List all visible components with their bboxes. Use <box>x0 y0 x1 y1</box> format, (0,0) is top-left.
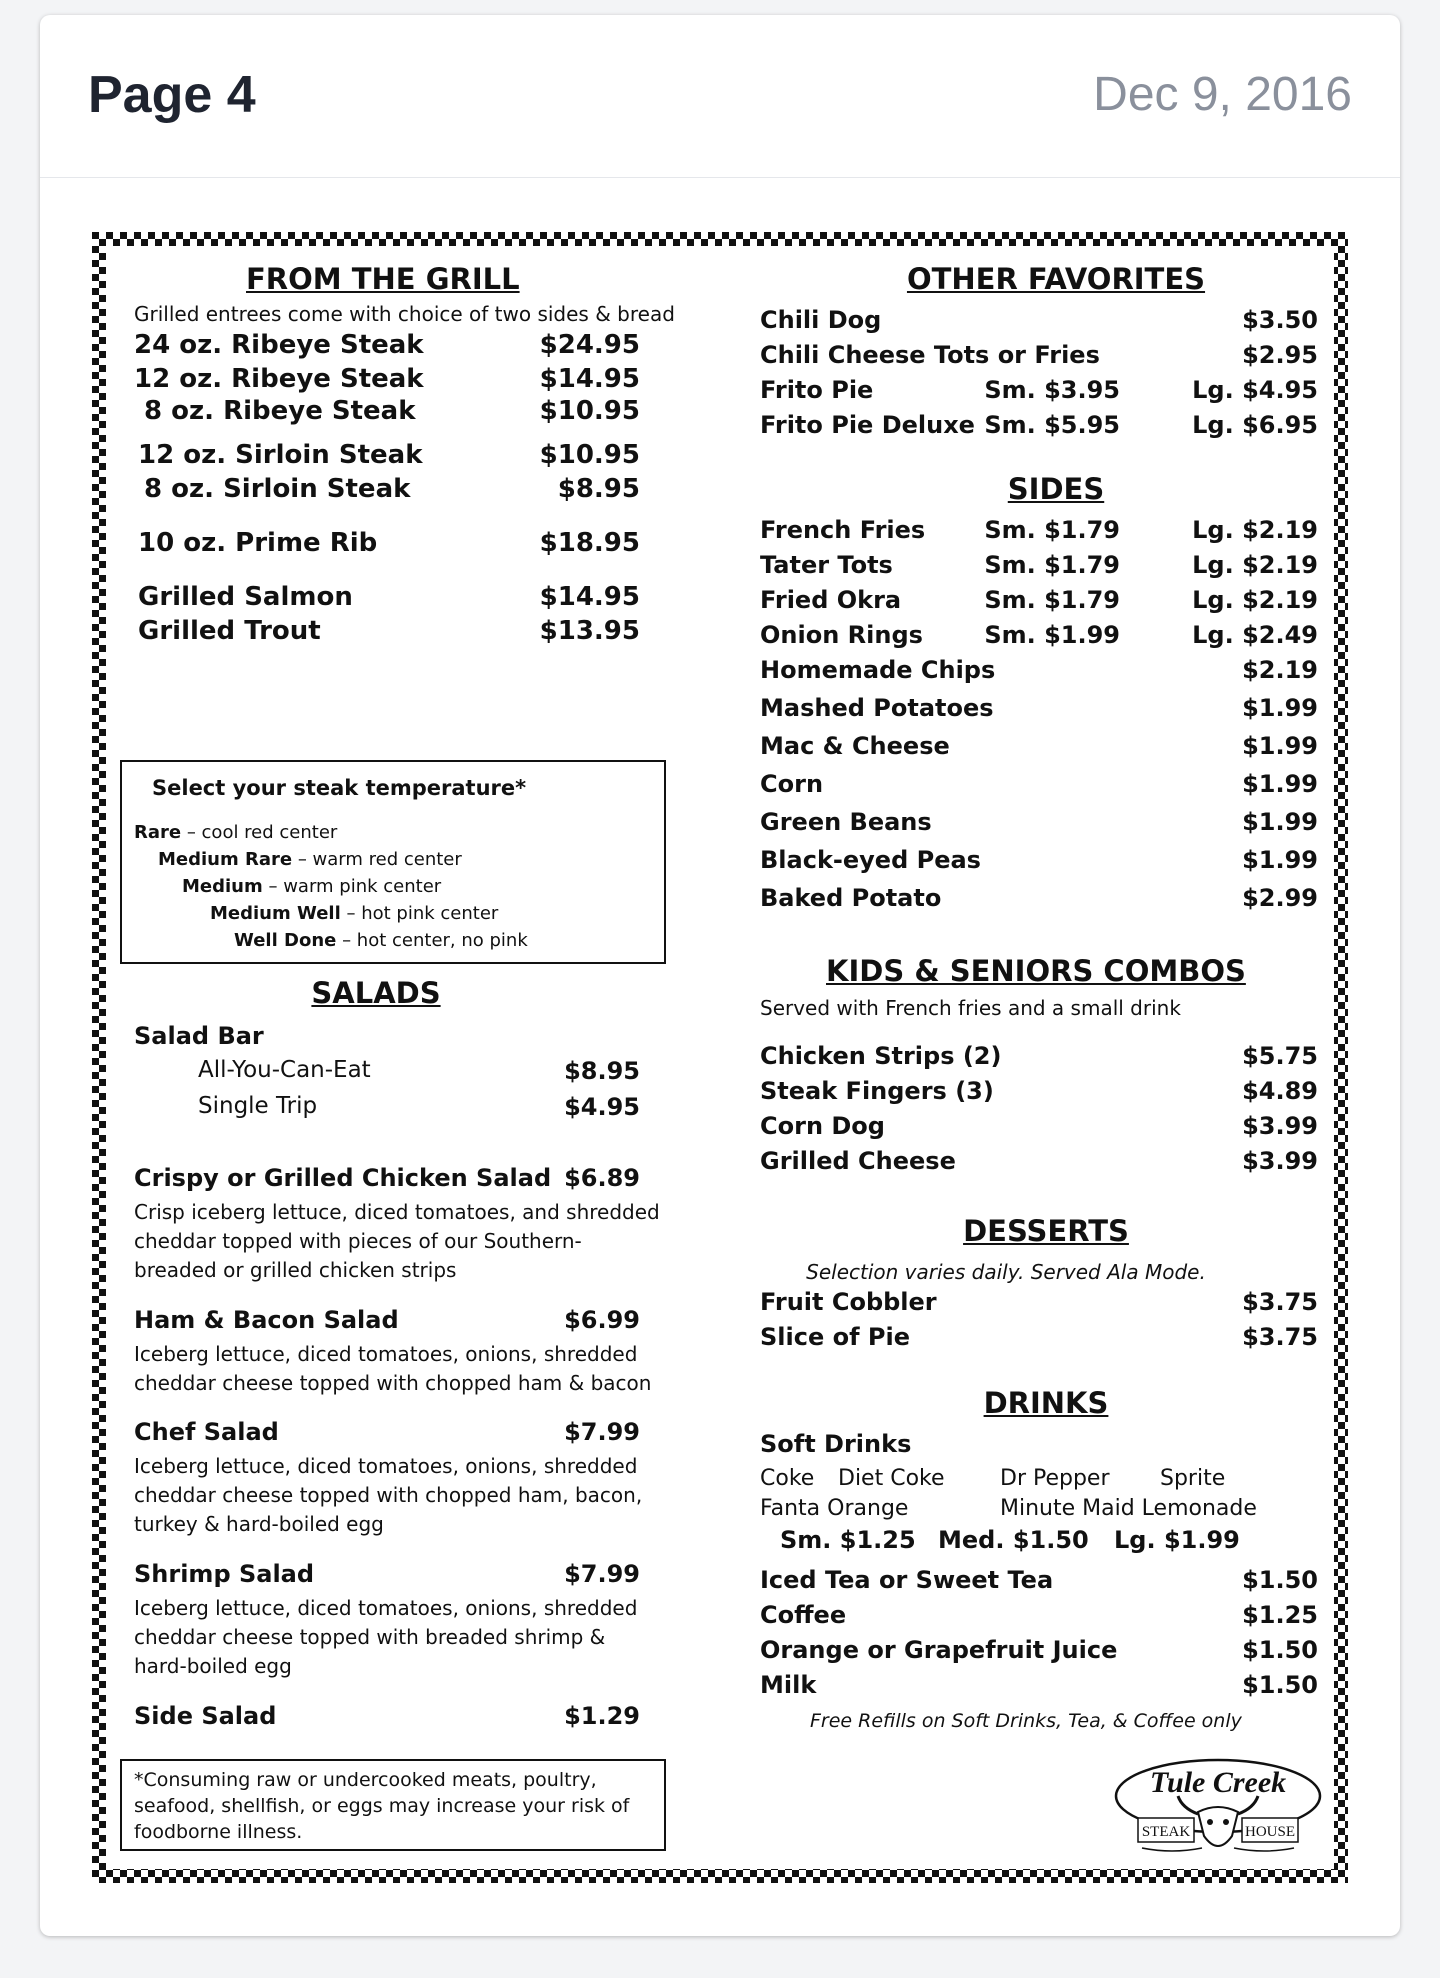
disclaimer-text: *Consuming raw or undercooked meats, poultry, seafood, shellfish, or eggs may increase your risk of foodborne illness. <box>134 1769 630 1843</box>
temperature-level <box>158 849 462 870</box>
soft-drink-diet-coke: Diet Coke <box>838 1466 945 1491</box>
favorite-price: Lg. $4.95 <box>1192 376 1318 404</box>
temperature-level-name: Medium Rare <box>158 849 293 870</box>
kids-item-price: $3.99 <box>1242 1147 1318 1175</box>
salad-name: Side Salad <box>134 1702 277 1730</box>
side-name: Tater Tots <box>760 551 893 579</box>
temperature-level <box>234 930 528 951</box>
salad-name: Ham & Bacon Salad <box>134 1306 399 1334</box>
sides-heading: SIDES <box>1007 472 1105 506</box>
drink-price: $1.25 <box>1242 1601 1318 1629</box>
soft-drinks-title: Soft Drinks <box>760 1430 912 1458</box>
grill-item-price: $8.95 <box>557 474 640 504</box>
menu-document <box>92 232 1348 1883</box>
salads-heading: SALADS <box>311 976 441 1010</box>
salad-bar-option-price: $8.95 <box>564 1057 640 1085</box>
side-small-price: Sm. $1.79 <box>984 586 1120 614</box>
soft-size-sm: Sm. $1.25 <box>780 1526 916 1554</box>
temperature-level-name: Rare <box>134 822 182 843</box>
side-name: Black-eyed Peas <box>760 846 981 874</box>
dessert-name: Fruit Cobbler <box>760 1288 937 1316</box>
side-name: Mac & Cheese <box>760 732 950 760</box>
side-name: Onion Rings <box>760 621 923 649</box>
grill-item-price: $10.95 <box>539 440 640 470</box>
soft-drink-sprite: Sprite <box>1160 1466 1226 1491</box>
side-name: Mashed Potatoes <box>760 694 994 722</box>
desserts-heading: DESSERTS <box>963 1214 1129 1248</box>
side-small-price: Sm. $1.79 <box>984 551 1120 579</box>
temperature-level <box>182 876 441 897</box>
grill-item-name: Grilled Trout <box>138 616 321 646</box>
side-price: $1.99 <box>1242 846 1318 874</box>
grill-item-name: 24 oz. Ribeye Steak <box>134 330 424 360</box>
salad-name: Chef Salad <box>134 1418 279 1446</box>
side-price: $1.99 <box>1242 694 1318 722</box>
drink-price: $1.50 <box>1242 1566 1318 1594</box>
logo-house: HOUSE <box>1244 1824 1296 1840</box>
kids-item-price: $5.75 <box>1242 1042 1318 1070</box>
dessert-name: Slice of Pie <box>760 1323 910 1351</box>
side-name: French Fries <box>760 516 926 544</box>
temperature-level <box>210 903 498 924</box>
dessert-price: $3.75 <box>1242 1323 1318 1351</box>
favorite-name: Chili Dog <box>760 306 882 334</box>
grill-item-price: $13.95 <box>539 616 640 646</box>
temperature-level-desc: – hot center, no pink <box>336 930 528 951</box>
drink-price: $1.50 <box>1242 1636 1318 1664</box>
salad-name: Crispy or Grilled Chicken Salad <box>134 1164 552 1192</box>
menu-inner <box>106 246 1334 1869</box>
salad-bar-option-price: $4.95 <box>564 1093 640 1121</box>
kids-item-name: Chicken Strips (2) <box>760 1042 1002 1070</box>
side-price: Lg. $2.49 <box>1192 621 1318 649</box>
side-price: Lg. $2.19 <box>1192 516 1318 544</box>
temperature-level-name: Well Done <box>234 930 337 951</box>
grill-item-price: $14.95 <box>539 582 640 612</box>
grill-item-name: 12 oz. Sirloin Steak <box>138 440 423 470</box>
grill-item-price: $18.95 <box>539 528 640 558</box>
kids-item-name: Corn Dog <box>760 1112 885 1140</box>
soft-size-lg: Lg. $1.99 <box>1114 1526 1240 1554</box>
logo-steak: STEAK <box>1141 1824 1191 1840</box>
temperature-level <box>134 822 337 843</box>
grill-item-name: 8 oz. Ribeye Steak <box>144 396 416 426</box>
grill-item-name: Grilled Salmon <box>138 582 353 612</box>
drink-name: Iced Tea or Sweet Tea <box>760 1566 1054 1594</box>
side-price: Lg. $2.19 <box>1192 551 1318 579</box>
favorite-name: Frito Pie <box>760 376 874 404</box>
grill-item-price: $24.95 <box>539 330 640 360</box>
salad-price: $1.29 <box>564 1702 640 1730</box>
soft-size-med: Med. $1.50 <box>938 1526 1089 1554</box>
salad-name: Shrimp Salad <box>134 1560 315 1588</box>
drink-name: Coffee <box>760 1601 847 1629</box>
temperature-box <box>120 760 666 964</box>
side-name: Green Beans <box>760 808 932 836</box>
temperature-title: Select your steak temperature* <box>152 776 527 800</box>
side-price: $1.99 <box>1242 808 1318 836</box>
grill-item-name: 10 oz. Prime Rib <box>138 528 378 558</box>
soft-drink-dr-pepper: Dr Pepper <box>1000 1466 1110 1491</box>
side-name: Homemade Chips <box>760 656 996 684</box>
salad-price: $7.99 <box>564 1560 640 1588</box>
side-small-price: Sm. $1.99 <box>984 621 1120 649</box>
salad-bar-option-name: Single Trip <box>198 1093 318 1119</box>
kids-item-price: $3.99 <box>1242 1112 1318 1140</box>
logo-name: Tule Creek <box>1149 1766 1287 1799</box>
salad-price: $7.99 <box>564 1418 640 1446</box>
tule-creek-logo <box>1112 1756 1324 1862</box>
desserts-subtitle: Selection varies daily. Served Ala Mode. <box>806 1260 1206 1284</box>
kids-item-name: Grilled Cheese <box>760 1147 956 1175</box>
side-price: $2.99 <box>1242 884 1318 912</box>
side-price: Lg. $2.19 <box>1192 586 1318 614</box>
temperature-level-name: Medium Well <box>210 903 341 924</box>
disclaimer-box <box>120 1759 666 1851</box>
favorite-small-price: Sm. $5.95 <box>984 411 1120 439</box>
temperature-level-desc: – warm pink center <box>262 876 442 897</box>
salad-description: Iceberg lettuce, diced tomatoes, onions, shredded cheddar cheese topped with chopped ham & bacon <box>134 1342 652 1395</box>
favorite-price: $3.50 <box>1242 306 1318 334</box>
drink-name: Orange or Grapefruit Juice <box>760 1636 1118 1664</box>
grill-item-name: 12 oz. Ribeye Steak <box>134 364 424 394</box>
favorite-name: Chili Cheese Tots or Fries <box>760 341 1100 369</box>
page-date: Dec 9, 2016 <box>1093 68 1352 121</box>
favorite-price: $2.95 <box>1242 341 1318 369</box>
soft-drink-lemonade: Minute Maid Lemonade <box>1000 1496 1257 1521</box>
grill-item-price: $10.95 <box>539 396 640 426</box>
temperature-level-name: Medium <box>182 876 263 897</box>
favorite-price: Lg. $6.95 <box>1192 411 1318 439</box>
temperature-level-desc: – cool red center <box>181 822 338 843</box>
salad-description: Iceberg lettuce, diced tomatoes, onions, shredded cheddar cheese topped with chopped ham, bacon, turkey & hard-boiled egg <box>134 1454 643 1536</box>
soft-drink-fanta: Fanta Orange <box>760 1496 909 1521</box>
page-title: Page 4 <box>88 66 256 124</box>
page-header <box>40 15 1400 178</box>
drinks-heading: DRINKS <box>983 1386 1109 1420</box>
kids-heading: KIDS & SENIORS COMBOS <box>826 954 1246 988</box>
grill-item-price: $14.95 <box>539 364 640 394</box>
kids-item-price: $4.89 <box>1242 1077 1318 1105</box>
refills-note: Free Refills on Soft Drinks, Tea, & Coffee only <box>810 1710 1242 1732</box>
salad-price: $6.89 <box>564 1164 640 1192</box>
temperature-level-desc: – hot pink center <box>340 903 499 924</box>
side-small-price: Sm. $1.79 <box>984 516 1120 544</box>
grill-item-name: 8 oz. Sirloin Steak <box>144 474 411 504</box>
salad-price: $6.99 <box>564 1306 640 1334</box>
side-price: $2.19 <box>1242 656 1318 684</box>
grill-subtitle: Grilled entrees come with choice of two sides & bread <box>134 302 675 326</box>
kids-subtitle: Served with French fries and a small drink <box>760 996 1181 1020</box>
side-price: $1.99 <box>1242 770 1318 798</box>
favorites-heading: OTHER FAVORITES <box>906 262 1206 296</box>
dessert-price: $3.75 <box>1242 1288 1318 1316</box>
salad-description: Iceberg lettuce, diced tomatoes, onions, shredded cheddar cheese topped with breaded shrimp & hard-boiled egg <box>134 1596 638 1678</box>
temperature-level-desc: – warm red center <box>292 849 462 870</box>
salad-description: Crisp iceberg lettuce, diced tomatoes, and shredded cheddar topped with pieces of our Southern-breaded or grilled chicken strips <box>134 1200 660 1282</box>
grill-heading: FROM THE GRILL <box>246 262 520 296</box>
side-name: Corn <box>760 770 824 798</box>
drink-price: $1.50 <box>1242 1671 1318 1699</box>
salad-bar-title: Salad Bar <box>134 1022 264 1050</box>
soft-drink-coke: Coke <box>760 1466 815 1491</box>
side-name: Baked Potato <box>760 884 942 912</box>
drink-name: Milk <box>760 1671 817 1699</box>
favorite-small-price: Sm. $3.95 <box>984 376 1120 404</box>
side-name: Fried Okra <box>760 586 902 614</box>
side-price: $1.99 <box>1242 732 1318 760</box>
kids-item-name: Steak Fingers (3) <box>760 1077 994 1105</box>
salad-bar-option-name: All-You-Can-Eat <box>198 1057 371 1083</box>
favorite-name: Frito Pie Deluxe <box>760 411 975 439</box>
